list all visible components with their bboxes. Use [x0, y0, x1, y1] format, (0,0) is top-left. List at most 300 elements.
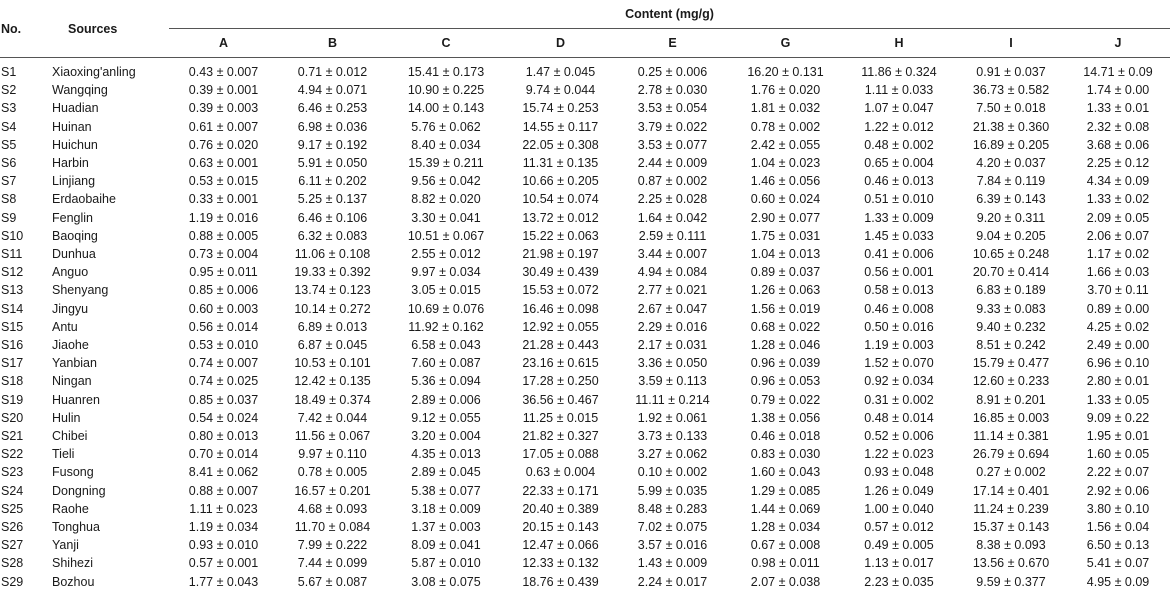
content-value-d: 15.22 ± 0.063: [522, 228, 599, 243]
content-value-j: 2.22 ± 0.07: [1086, 465, 1150, 480]
table-row: [0, 209, 1170, 227]
content-value-c: 8.82 ± 0.020: [411, 192, 481, 207]
content-value-j: 2.25 ± 0.12: [1086, 156, 1150, 171]
content-value-b: 7.99 ± 0.222: [297, 538, 368, 553]
content-value-a: 0.85 ± 0.006: [188, 283, 259, 298]
table-row: [0, 99, 1170, 117]
content-value-c: 3.05 ± 0.015: [411, 283, 481, 298]
content-value-e: 1.64 ± 0.042: [637, 210, 708, 225]
sample-source: Jingyu: [52, 301, 89, 316]
content-value-h: 0.48 ± 0.014: [864, 410, 934, 425]
sample-number: S11: [1, 247, 23, 262]
content-value-e: 0.25 ± 0.006: [637, 65, 708, 79]
content-value-e: 3.79 ± 0.022: [637, 119, 708, 134]
content-value-g: 2.07 ± 0.038: [750, 574, 821, 589]
content-value-e: 3.44 ± 0.007: [637, 247, 708, 262]
content-value-j: 1.95 ± 0.01: [1086, 429, 1150, 444]
content-value-d: 12.33 ± 0.132: [522, 556, 599, 571]
content-value-c: 11.92 ± 0.162: [408, 319, 484, 334]
content-value-d: 20.40 ± 0.389: [522, 501, 599, 516]
table-row: [0, 554, 1170, 572]
content-value-e: 2.44 ± 0.009: [637, 156, 708, 171]
content-value-a: 0.76 ± 0.020: [188, 137, 259, 152]
content-value-d: 18.76 ± 0.439: [522, 574, 599, 589]
content-value-g: 0.83 ± 0.030: [750, 447, 821, 462]
content-value-j: 1.33 ± 0.02: [1086, 192, 1150, 207]
sample-source: Fenglin: [52, 210, 93, 225]
content-value-c: 1.37 ± 0.003: [411, 520, 481, 535]
table-row: [0, 263, 1170, 281]
content-value-h: 0.51 ± 0.010: [864, 192, 934, 207]
content-value-c: 10.69 ± 0.076: [407, 301, 485, 316]
content-value-c: 5.87 ± 0.010: [411, 556, 481, 571]
content-value-c: 9.56 ± 0.042: [411, 174, 481, 189]
content-value-h: 1.45 ± 0.033: [864, 228, 934, 243]
content-value-i: 9.20 ± 0.311: [976, 210, 1046, 225]
content-value-i: 8.38 ± 0.093: [976, 538, 1046, 553]
content-value-a: 0.63 ± 0.001: [188, 156, 259, 171]
content-value-h: 1.52 ± 0.070: [864, 356, 934, 371]
content-value-i: 21.38 ± 0.360: [972, 119, 1050, 134]
content-value-c: 5.76 ± 0.062: [411, 119, 481, 134]
sample-source: Yanji: [52, 538, 79, 553]
content-value-b: 6.98 ± 0.036: [297, 119, 368, 134]
sample-number: S25: [1, 501, 24, 516]
content-value-e: 0.87 ± 0.002: [637, 174, 708, 189]
content-value-e: 3.53 ± 0.054: [637, 101, 708, 116]
content-value-a: 0.88 ± 0.005: [188, 228, 259, 243]
content-value-i: 26.79 ± 0.694: [972, 447, 1050, 462]
sample-source: Jiaohe: [52, 338, 89, 353]
table-row: [0, 354, 1170, 372]
content-value-b: 13.74 ± 0.123: [294, 283, 371, 298]
content-value-i: 9.59 ± 0.377: [976, 574, 1046, 589]
header-sources: Sources: [68, 21, 118, 36]
table-row: [0, 118, 1170, 136]
content-value-h: 1.00 ± 0.040: [864, 501, 934, 516]
content-value-b: 0.71 ± 0.012: [297, 65, 368, 79]
content-value-b: 6.87 ± 0.045: [297, 338, 368, 353]
content-value-e: 2.67 ± 0.047: [637, 301, 708, 316]
sample-source: Yanbian: [52, 356, 97, 371]
content-value-i: 36.73 ± 0.582: [972, 83, 1050, 98]
content-value-b: 18.49 ± 0.374: [294, 392, 371, 407]
content-value-a: 0.56 ± 0.014: [188, 319, 259, 334]
content-value-g: 0.67 ± 0.008: [750, 538, 821, 553]
content-value-h: 0.50 ± 0.016: [864, 319, 934, 334]
content-value-b: 6.32 ± 0.083: [297, 228, 368, 243]
content-value-b: 10.53 ± 0.101: [294, 356, 371, 371]
content-value-h: 0.46 ± 0.013: [864, 174, 934, 189]
content-value-d: 14.55 ± 0.117: [522, 119, 599, 134]
sample-number: S24: [1, 483, 24, 498]
content-value-d: 17.28 ± 0.250: [522, 374, 599, 389]
content-value-a: 0.39 ± 0.003: [188, 101, 259, 116]
table-row: [0, 190, 1170, 208]
column-header-h: H: [894, 36, 904, 50]
sample-source: Dongning: [52, 483, 106, 498]
content-value-h: 0.46 ± 0.008: [864, 301, 934, 316]
content-value-a: 1.19 ± 0.034: [188, 520, 259, 535]
table-row: [0, 573, 1170, 591]
content-value-i: 0.27 ± 0.002: [976, 465, 1046, 480]
sample-number: S10: [1, 228, 24, 243]
content-value-c: 4.35 ± 0.013: [411, 447, 481, 462]
table-row: [0, 172, 1170, 190]
sample-source: Baoqing: [52, 228, 98, 243]
content-value-c: 5.38 ± 0.077: [411, 483, 481, 498]
sample-source: Shihezi: [52, 556, 93, 571]
content-value-g: 1.76 ± 0.020: [750, 83, 821, 98]
content-value-h: 0.52 ± 0.006: [864, 429, 934, 444]
content-value-d: 21.98 ± 0.197: [522, 247, 599, 262]
content-value-j: 1.56 ± 0.04: [1086, 520, 1150, 535]
content-value-c: 3.18 ± 0.009: [411, 501, 481, 516]
content-value-c: 3.08 ± 0.075: [411, 574, 481, 589]
content-value-i: 12.60 ± 0.233: [972, 374, 1050, 389]
content-value-a: 0.39 ± 0.001: [188, 83, 259, 98]
content-value-d: 17.05 ± 0.088: [522, 447, 599, 462]
content-value-g: 1.28 ± 0.046: [750, 338, 821, 353]
content-value-h: 1.11 ± 0.033: [864, 83, 934, 98]
content-value-d: 16.46 ± 0.098: [522, 301, 599, 316]
content-value-j: 6.96 ± 0.10: [1086, 356, 1150, 371]
content-value-g: 0.68 ± 0.022: [750, 319, 821, 334]
content-value-d: 22.33 ± 0.171: [522, 483, 599, 498]
content-value-g: 1.26 ± 0.063: [750, 283, 821, 298]
content-value-a: 0.53 ± 0.015: [188, 174, 259, 189]
content-value-d: 15.74 ± 0.253: [522, 101, 599, 116]
content-value-g: 1.28 ± 0.034: [750, 520, 821, 535]
content-value-h: 11.86 ± 0.324: [861, 65, 937, 79]
content-value-a: 0.88 ± 0.007: [188, 483, 259, 498]
table-row: [0, 63, 1170, 81]
content-value-i: 16.89 ± 0.205: [972, 137, 1050, 152]
content-value-g: 1.75 ± 0.031: [750, 228, 821, 243]
sample-source: Wangqing: [52, 83, 108, 98]
content-value-d: 15.53 ± 0.072: [522, 283, 599, 298]
sample-number: S1: [1, 65, 17, 79]
table-body: [0, 58, 1170, 591]
sample-number: S14: [1, 301, 24, 316]
column-header-e: E: [668, 36, 677, 50]
content-value-i: 10.65 ± 0.248: [972, 247, 1050, 262]
content-value-g: 2.42 ± 0.055: [750, 137, 821, 152]
content-value-e: 8.48 ± 0.283: [637, 501, 708, 516]
content-value-h: 1.33 ± 0.009: [864, 210, 934, 225]
column-header-b: B: [327, 36, 338, 50]
content-value-a: 0.73 ± 0.004: [188, 247, 259, 262]
content-value-i: 17.14 ± 0.401: [972, 483, 1050, 498]
content-value-e: 3.73 ± 0.133: [637, 429, 708, 444]
content-value-j: 2.06 ± 0.07: [1086, 228, 1150, 243]
content-value-h: 0.65 ± 0.004: [864, 156, 934, 171]
content-value-b: 4.94 ± 0.071: [297, 83, 368, 98]
content-value-e: 11.11 ± 0.214: [635, 392, 710, 407]
sample-source: Huanren: [52, 392, 100, 407]
sample-source: Shenyang: [52, 283, 109, 298]
content-value-a: 0.74 ± 0.007: [188, 356, 259, 371]
column-header-i: I: [1009, 36, 1013, 50]
content-value-d: 21.82 ± 0.327: [522, 429, 599, 444]
content-value-e: 3.57 ± 0.016: [637, 538, 708, 553]
content-value-i: 11.24 ± 0.239: [973, 501, 1049, 516]
content-value-d: 11.25 ± 0.015: [522, 410, 599, 425]
content-value-i: 20.70 ± 0.414: [972, 265, 1050, 280]
content-value-j: 9.09 ± 0.22: [1086, 410, 1150, 425]
content-value-d: 23.16 ± 0.615: [522, 356, 599, 371]
sample-number: S26: [1, 520, 24, 535]
content-value-i: 8.51 ± 0.242: [976, 338, 1046, 353]
content-value-g: 0.46 ± 0.018: [750, 429, 821, 444]
content-value-g: 1.44 ± 0.069: [750, 501, 821, 516]
content-value-j: 1.33 ± 0.05: [1086, 392, 1150, 407]
content-value-b: 10.14 ± 0.272: [294, 301, 371, 316]
content-value-h: 1.22 ± 0.012: [864, 119, 934, 134]
content-value-e: 3.59 ± 0.113: [638, 374, 707, 389]
sample-number: S27: [1, 538, 24, 553]
table-row: [0, 318, 1170, 336]
content-value-a: 0.93 ± 0.010: [188, 538, 259, 553]
content-value-a: 1.11 ± 0.023: [189, 501, 258, 516]
content-value-i: 11.14 ± 0.381: [973, 429, 1049, 444]
sample-number: S2: [1, 83, 17, 98]
sample-source: Dunhua: [52, 247, 96, 262]
sample-source: Tonghua: [52, 520, 100, 535]
table-row: [0, 427, 1170, 445]
content-value-j: 2.49 ± 0.00: [1086, 338, 1150, 353]
content-value-b: 11.06 ± 0.108: [294, 247, 371, 262]
content-value-c: 9.12 ± 0.055: [411, 410, 481, 425]
content-value-b: 11.56 ± 0.067: [294, 429, 371, 444]
content-value-d: 22.05 ± 0.308: [522, 137, 599, 152]
content-value-d: 12.92 ± 0.055: [522, 319, 599, 334]
content-value-h: 1.22 ± 0.023: [864, 447, 934, 462]
content-value-g: 0.60 ± 0.024: [750, 192, 821, 207]
sample-source: Anguo: [52, 265, 89, 280]
content-value-j: 3.70 ± 0.11: [1087, 283, 1149, 298]
content-value-e: 3.36 ± 0.050: [637, 356, 708, 371]
table-row: [0, 336, 1170, 354]
content-value-i: 4.20 ± 0.037: [976, 156, 1046, 171]
content-value-j: 4.34 ± 0.09: [1086, 174, 1150, 189]
content-value-e: 4.94 ± 0.084: [637, 265, 708, 280]
sample-number: S6: [1, 156, 17, 171]
table-row: [0, 463, 1170, 481]
sample-source: Chibei: [52, 429, 88, 444]
sample-number: S4: [1, 119, 17, 134]
header-content: Content (mg/g): [169, 0, 1170, 29]
sample-number: S17: [1, 356, 24, 371]
content-value-a: 0.60 ± 0.003: [188, 301, 259, 316]
content-value-d: 21.28 ± 0.443: [522, 338, 599, 353]
sample-number: S18: [1, 374, 24, 389]
column-header-g: G: [780, 36, 791, 50]
content-value-j: 3.80 ± 0.10: [1086, 501, 1150, 516]
content-value-i: 9.33 ± 0.083: [976, 301, 1046, 316]
content-value-a: 8.41 ± 0.062: [188, 465, 259, 480]
sample-number: S16: [1, 338, 24, 353]
content-value-e: 1.43 ± 0.009: [637, 556, 708, 571]
content-value-j: 2.92 ± 0.06: [1086, 483, 1150, 498]
content-value-b: 5.25 ± 0.137: [297, 192, 368, 207]
sample-number: S13: [1, 283, 24, 298]
content-value-i: 15.79 ± 0.477: [972, 356, 1050, 371]
content-value-h: 2.23 ± 0.035: [864, 574, 934, 589]
content-value-d: 12.47 ± 0.066: [522, 538, 599, 553]
content-value-g: 0.89 ± 0.037: [750, 265, 821, 280]
content-value-b: 5.91 ± 0.050: [297, 156, 368, 171]
content-value-b: 12.42 ± 0.135: [294, 374, 371, 389]
content-value-h: 0.93 ± 0.048: [864, 465, 934, 480]
content-value-g: 1.04 ± 0.023: [750, 156, 821, 171]
content-value-d: 30.49 ± 0.439: [522, 265, 599, 280]
content-value-i: 6.83 ± 0.189: [976, 283, 1046, 298]
content-value-j: 4.25 ± 0.02: [1086, 319, 1150, 334]
content-value-i: 15.37 ± 0.143: [972, 520, 1050, 535]
content-value-e: 7.02 ± 0.075: [637, 520, 708, 535]
sample-source: Bozhou: [52, 574, 95, 589]
table-row: [0, 445, 1170, 463]
content-value-e: 1.92 ± 0.061: [637, 410, 708, 425]
content-value-d: 10.66 ± 0.205: [522, 174, 599, 189]
content-value-h: 0.57 ± 0.012: [864, 520, 934, 535]
content-value-d: 20.15 ± 0.143: [522, 520, 599, 535]
content-value-e: 5.99 ± 0.035: [637, 483, 708, 498]
content-value-a: 1.19 ± 0.016: [188, 210, 259, 225]
table-row: [0, 245, 1170, 263]
content-value-c: 5.36 ± 0.094: [411, 374, 481, 389]
sample-number: S19: [1, 392, 24, 407]
content-value-c: 14.00 ± 0.143: [407, 101, 485, 116]
content-value-b: 4.68 ± 0.093: [297, 501, 368, 516]
sample-number: S23: [1, 465, 24, 480]
content-value-d: 11.31 ± 0.135: [522, 156, 599, 171]
column-header-a: A: [218, 36, 229, 50]
sample-source: Huadian: [52, 101, 99, 116]
content-value-b: 9.97 ± 0.110: [298, 447, 367, 462]
content-value-d: 13.72 ± 0.012: [522, 210, 599, 225]
content-value-e: 2.17 ± 0.031: [637, 338, 708, 353]
sample-source: Ningan: [52, 374, 92, 389]
column-header-d: D: [555, 36, 566, 50]
table-row: [0, 391, 1170, 409]
table-row: [0, 81, 1170, 99]
content-value-b: 6.11 ± 0.202: [298, 174, 367, 189]
header-no: No.: [1, 21, 22, 36]
content-value-e: 2.77 ± 0.021: [637, 283, 708, 298]
content-value-a: 0.85 ± 0.037: [188, 392, 259, 407]
content-value-b: 16.57 ± 0.201: [294, 483, 371, 498]
content-value-c: 8.09 ± 0.041: [411, 538, 481, 553]
content-value-e: 2.59 ± 0.111: [638, 228, 707, 243]
sample-number: S21: [1, 429, 24, 444]
content-value-a: 0.57 ± 0.001: [188, 556, 259, 571]
table-row: [0, 281, 1170, 299]
content-value-h: 0.58 ± 0.013: [864, 283, 934, 298]
content-value-e: 2.25 ± 0.028: [637, 192, 708, 207]
content-value-j: 6.50 ± 0.13: [1086, 538, 1150, 553]
content-value-g: 0.78 ± 0.002: [750, 119, 821, 134]
content-value-a: 0.74 ± 0.025: [188, 374, 259, 389]
content-value-e: 2.24 ± 0.017: [637, 574, 708, 589]
content-value-a: 0.54 ± 0.024: [188, 410, 259, 425]
sample-source: Xiaoxing'anling: [52, 65, 136, 79]
content-value-d: 36.56 ± 0.467: [522, 392, 599, 407]
content-value-c: 15.39 ± 0.211: [408, 156, 484, 171]
content-value-i: 7.84 ± 0.119: [976, 174, 1046, 189]
content-value-e: 0.10 ± 0.002: [637, 465, 708, 480]
content-value-b: 9.17 ± 0.192: [297, 137, 368, 152]
sample-number: S29: [1, 574, 24, 589]
content-value-d: 0.63 ± 0.004: [525, 465, 596, 480]
content-value-h: 0.41 ± 0.006: [864, 247, 934, 262]
content-value-e: 2.29 ± 0.016: [637, 319, 708, 334]
content-value-j: 2.32 ± 0.08: [1086, 119, 1150, 134]
content-value-c: 10.51 ± 0.067: [407, 228, 485, 243]
content-value-g: 0.96 ± 0.053: [750, 374, 821, 389]
content-value-g: 0.98 ± 0.011: [751, 556, 820, 571]
sample-source: Harbin: [52, 156, 89, 171]
content-value-j: 0.89 ± 0.00: [1086, 301, 1150, 316]
content-value-g: 0.79 ± 0.022: [750, 392, 821, 407]
sample-number: S20: [1, 410, 24, 425]
content-value-b: 7.44 ± 0.099: [297, 556, 368, 571]
sample-source: Raohe: [52, 501, 89, 516]
content-value-i: 8.91 ± 0.201: [976, 392, 1046, 407]
sample-source: Antu: [52, 319, 78, 334]
content-value-j: 3.68 ± 0.06: [1086, 137, 1150, 152]
content-value-b: 6.46 ± 0.253: [297, 101, 368, 116]
content-value-g: 2.90 ± 0.077: [750, 210, 821, 225]
sample-number: S22: [1, 447, 24, 462]
content-value-b: 6.46 ± 0.106: [297, 210, 368, 225]
content-value-b: 0.78 ± 0.005: [297, 465, 368, 480]
content-value-b: 11.70 ± 0.084: [294, 520, 371, 535]
content-value-h: 1.07 ± 0.047: [864, 101, 934, 116]
sample-number: S12: [1, 265, 24, 280]
content-value-g: 1.29 ± 0.085: [750, 483, 821, 498]
content-value-c: 7.60 ± 0.087: [411, 356, 481, 371]
content-value-i: 9.04 ± 0.205: [976, 228, 1046, 243]
content-value-g: 1.38 ± 0.056: [750, 410, 821, 425]
table-row: [0, 372, 1170, 390]
content-value-h: 1.19 ± 0.003: [864, 338, 934, 353]
content-value-h: 0.56 ± 0.001: [864, 265, 934, 280]
sample-source: Huichun: [52, 137, 98, 152]
sample-number: S9: [1, 210, 17, 225]
content-value-d: 10.54 ± 0.074: [522, 192, 599, 207]
content-value-i: 9.40 ± 0.232: [976, 319, 1046, 334]
content-value-d: 9.74 ± 0.044: [525, 83, 596, 98]
content-value-h: 1.26 ± 0.049: [864, 483, 934, 498]
table-row: [0, 500, 1170, 518]
sample-source: Fusong: [52, 465, 94, 480]
sample-number: S7: [1, 174, 17, 189]
content-value-c: 10.90 ± 0.225: [407, 83, 485, 98]
table-row: [0, 136, 1170, 154]
content-value-g: 1.46 ± 0.056: [750, 174, 821, 189]
content-value-a: 0.43 ± 0.007: [188, 65, 259, 79]
table-row: [0, 518, 1170, 536]
content-value-c: 3.20 ± 0.004: [411, 429, 481, 444]
content-value-g: 1.04 ± 0.013: [750, 247, 821, 262]
sample-source: Linjiang: [52, 174, 96, 189]
content-value-c: 2.89 ± 0.006: [411, 392, 481, 407]
content-value-c: 6.58 ± 0.043: [411, 338, 481, 353]
table-row: [0, 536, 1170, 554]
sample-number: S15: [1, 319, 24, 334]
